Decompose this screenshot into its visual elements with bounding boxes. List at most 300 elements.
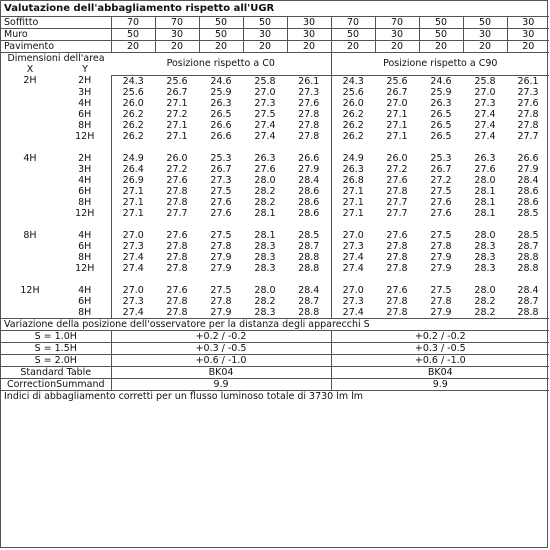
variation-distance: S = 1.5H [1, 342, 111, 354]
ugr-value-c0: 28.8 [287, 307, 331, 319]
spacer [111, 274, 331, 285]
ugr-value-c0: 27.7 [166, 207, 188, 219]
ugr-value-c0: 27.1 [166, 97, 188, 109]
reflectance-value: 70 [375, 17, 419, 29]
ugr-value-c0: 27.4 [254, 119, 276, 131]
room-x-value [1, 175, 59, 186]
ugr-value-c90: 27.3 [342, 240, 364, 252]
ugr-value-c90: 27.6 [430, 196, 452, 208]
ugr-data-row [1, 164, 549, 175]
ugr-data-row [1, 197, 549, 208]
reflectance-value: 50 [243, 17, 287, 29]
ugr-value-c90: 28.8 [517, 251, 539, 263]
reflectance-label: Muro [1, 29, 111, 41]
ugr-value-c90: 27.8 [386, 251, 408, 263]
ugr-value-c0: 26.3 [210, 97, 232, 109]
room-x-value [1, 186, 59, 197]
ugr-value-c90: 25.9 [430, 86, 452, 98]
reflectance-value: 20 [463, 41, 507, 53]
ugr-value-c0: 27.1 [122, 185, 144, 197]
standard-table-c0: BK04 [111, 366, 331, 378]
ugr-value-c0: 27.9 [210, 262, 232, 274]
ugr-value-c90: 28.0 [474, 174, 496, 186]
reflectance-value: 30 [463, 29, 507, 41]
ugr-value-c0: 24.9 [122, 152, 144, 164]
room-x-value [1, 164, 59, 175]
ugr-value-c0: 25.3 [210, 152, 232, 164]
group-spacer-row [1, 274, 549, 285]
ugr-value-c90: 27.1 [386, 108, 408, 120]
ugr-value-c0: 27.8 [210, 295, 232, 307]
variation-distance: S = 1.0H [1, 330, 111, 342]
room-x-value [1, 131, 59, 142]
ugr-value-c0: 28.1 [254, 229, 276, 241]
ugr-value-c0: 26.7 [210, 163, 232, 175]
ugr-value-c0: 27.9 [210, 306, 232, 318]
room-y-value: 4H [59, 98, 111, 109]
variation-header: Variazione della posizione dell'osservatore per la distanza degli apparecchi S [1, 318, 549, 330]
room-y-value: 8H [59, 307, 111, 319]
ugr-data-row [1, 131, 549, 142]
ugr-value-c90: 27.2 [386, 163, 408, 175]
ugr-value-c90: 27.5 [430, 284, 452, 296]
ugr-data-row [1, 252, 549, 263]
ugr-value-c90: 28.6 [517, 196, 539, 208]
ugr-value-c0: 27.4 [122, 251, 144, 263]
ugr-value-c0: 28.6 [287, 186, 331, 197]
room-y-value: 12H [59, 208, 111, 219]
ugr-value-c90: 28.8 [517, 262, 539, 274]
ugr-value-c90: 28.0 [474, 284, 496, 296]
reflectance-value: 30 [375, 29, 419, 41]
ugr-value-c90: 24.6 [430, 75, 452, 87]
ugr-value-c0: 26.5 [210, 108, 232, 120]
ugr-value-c0: 27.0 [254, 86, 276, 98]
reflectance-value: 50 [111, 29, 155, 41]
ugr-value-c90: 25.6 [386, 75, 408, 87]
room-y-value: 2H [59, 153, 111, 164]
ugr-value-c0: 27.1 [122, 196, 144, 208]
ugr-value-c90: 27.8 [386, 295, 408, 307]
ugr-value-c90: 28.3 [474, 240, 496, 252]
room-x-value [1, 241, 59, 252]
ugr-value-c90: 28.5 [517, 229, 539, 241]
ugr-value-c0: 27.0 [122, 229, 144, 241]
footnote-row [1, 390, 549, 402]
ugr-value-c0: 26.3 [254, 152, 276, 164]
ugr-value-c0: 27.5 [254, 108, 276, 120]
group-spacer-row [1, 219, 549, 230]
room-y-value: 6H [59, 296, 111, 307]
reflectance-value: 30 [287, 17, 331, 29]
ugr-data-row [1, 120, 549, 131]
ugr-value-c90: 27.8 [386, 240, 408, 252]
ugr-value-c0: 27.8 [210, 240, 232, 252]
ugr-value-c0: 28.3 [254, 262, 276, 274]
ugr-value-c90: 27.7 [386, 207, 408, 219]
room-x-value [1, 263, 59, 274]
ugr-value-c90: 27.4 [474, 108, 496, 120]
ugr-value-c0: 26.1 [287, 75, 331, 87]
room-x-value [1, 98, 59, 109]
ugr-value-c0: 27.3 [122, 240, 144, 252]
ugr-value-c0: 27.3 [254, 97, 276, 109]
ugr-value-c90: 27.6 [474, 163, 496, 175]
ugr-value-c90: 27.7 [517, 130, 539, 142]
room-y-value: 4H [59, 175, 111, 186]
variation-c90: +0.2 / -0.2 [331, 330, 549, 342]
variation-c0: +0.2 / -0.2 [111, 330, 331, 342]
standard-table-row [1, 366, 549, 378]
ugr-value-c90: 28.4 [517, 284, 539, 296]
reflectance-value: 30 [507, 17, 549, 29]
ugr-value-c90: 27.9 [430, 262, 452, 274]
spacer [1, 219, 59, 230]
room-dimension-header-row [1, 53, 549, 65]
ugr-value-c90: 27.5 [430, 185, 452, 197]
ugr-value-c0: 28.3 [254, 306, 276, 318]
reflectance-value: 50 [419, 17, 463, 29]
ugr-value-c90: 26.1 [517, 75, 539, 87]
ugr-value-c0: 27.5 [210, 185, 232, 197]
ugr-value-c0: 27.3 [210, 174, 232, 186]
ugr-value-c90: 26.2 [342, 119, 364, 131]
reflectance-value: 50 [419, 29, 463, 41]
room-y-value: 6H [59, 186, 111, 197]
ugr-value-c0: 27.1 [122, 207, 144, 219]
ugr-value-c90: 27.8 [517, 119, 539, 131]
ugr-value-c0: 28.2 [254, 295, 276, 307]
ugr-value-c0: 27.8 [287, 131, 331, 142]
reflectance-row [1, 41, 549, 53]
ugr-value-c90: 27.8 [386, 185, 408, 197]
variation-row [1, 342, 549, 354]
ugr-value-c0: 27.6 [166, 174, 188, 186]
ugr-value-c90: 27.4 [342, 306, 364, 318]
ugr-value-c0: 24.3 [122, 75, 144, 87]
ugr-data-row [1, 75, 549, 87]
room-x-value [1, 120, 59, 131]
ugr-value-c0: 25.6 [166, 75, 188, 87]
ugr-value-c0: 27.3 [122, 295, 144, 307]
ugr-data-row [1, 285, 549, 296]
variation-header-row [1, 318, 549, 330]
spacer [111, 219, 331, 230]
ugr-value-c90: 27.1 [386, 130, 408, 142]
ugr-value-c90: 27.0 [386, 97, 408, 109]
ugr-value-c0: 25.6 [122, 86, 144, 98]
reflectance-value: 20 [111, 41, 155, 53]
ugr-value-c90: 27.9 [430, 251, 452, 263]
room-x-value [1, 307, 59, 319]
ugr-value-c0: 27.6 [210, 196, 232, 208]
ugr-data-row [1, 241, 549, 252]
ugr-value-c90: 27.6 [386, 284, 408, 296]
spacer [331, 219, 549, 230]
spacer [59, 219, 111, 230]
ugr-value-c0: 28.4 [287, 285, 331, 296]
ugr-value-c90: 24.3 [342, 75, 364, 87]
ugr-value-c90: 26.5 [430, 119, 452, 131]
spacer [1, 274, 59, 285]
reflectance-value: 50 [199, 29, 243, 41]
ugr-data-row [1, 153, 549, 164]
ugr-value-c90: 27.1 [386, 119, 408, 131]
correction-summand-row [1, 378, 549, 390]
room-y-value: 12H [59, 131, 111, 142]
ugr-value-c0: 26.2 [122, 119, 144, 131]
ugr-value-c90: 28.5 [517, 207, 539, 219]
ugr-value-c0: 28.0 [254, 174, 276, 186]
ugr-value-c90: 28.3 [474, 262, 496, 274]
reflectance-value: 30 [287, 29, 331, 41]
ugr-value-c0: 26.0 [122, 97, 144, 109]
ugr-table [1, 1, 549, 402]
ugr-value-c90: 27.0 [342, 229, 364, 241]
ugr-value-c90: 27.1 [342, 185, 364, 197]
ugr-value-c0: 27.6 [166, 229, 188, 241]
room-y-value: 6H [59, 241, 111, 252]
ugr-data-row [1, 98, 549, 109]
ugr-value-c0: 28.0 [254, 284, 276, 296]
reflectance-value: 20 [243, 41, 287, 53]
ugr-value-c0: 28.6 [287, 208, 331, 219]
ugr-value-c0: 28.8 [287, 263, 331, 274]
ugr-value-c90: 28.1 [474, 207, 496, 219]
ugr-value-c90: 26.5 [430, 130, 452, 142]
ugr-value-c90: 27.0 [342, 284, 364, 296]
ugr-value-c0: 27.9 [287, 164, 331, 175]
x-axis-label: X [26, 64, 34, 75]
room-y-value: 4H [59, 230, 111, 241]
ugr-value-c0: 26.6 [287, 153, 331, 164]
variation-row [1, 330, 549, 342]
reflectance-value: 70 [111, 17, 155, 29]
ugr-value-c90: 28.8 [517, 306, 539, 318]
room-y-value: 8H [59, 252, 111, 263]
ugr-value-c0: 27.8 [287, 120, 331, 131]
spacer [331, 142, 549, 153]
ugr-value-c90: 25.6 [342, 86, 364, 98]
ugr-value-c0: 28.3 [254, 240, 276, 252]
reflectance-value: 50 [199, 17, 243, 29]
reflectance-value: 30 [507, 29, 549, 41]
ugr-data-row [1, 307, 549, 319]
ugr-value-c90: 26.5 [430, 108, 452, 120]
ugr-value-c90: 28.7 [517, 240, 539, 252]
room-x-value [1, 208, 59, 219]
table-title: Valutazione dell'abbagliamento rispetto all'UGR [1, 1, 549, 17]
ugr-value-c90: 28.1 [474, 196, 496, 208]
ugr-value-c90: 27.1 [342, 207, 364, 219]
ugr-value-c0: 27.8 [166, 262, 188, 274]
ugr-value-c0: 27.6 [254, 163, 276, 175]
ugr-value-c90: 28.6 [517, 185, 539, 197]
ugr-value-c90: 27.0 [474, 86, 496, 98]
ugr-value-c0: 28.5 [287, 230, 331, 241]
reflectance-value: 70 [331, 17, 375, 29]
room-x-value [1, 87, 59, 98]
ugr-value-c90: 27.2 [430, 174, 452, 186]
ugr-value-c0: 26.2 [122, 130, 144, 142]
reflectance-row [1, 29, 549, 41]
ugr-value-c0: 28.7 [287, 241, 331, 252]
variation-c0: +0.3 / -0.5 [111, 342, 331, 354]
room-y-value: 3H [59, 87, 111, 98]
ugr-value-c0: 27.9 [210, 251, 232, 263]
ugr-value-c90: 26.7 [430, 163, 452, 175]
spacer [59, 274, 111, 285]
reflectance-label: Soffitto [1, 17, 111, 29]
ugr-value-c90: 24.9 [342, 152, 364, 164]
reflectance-value: 70 [155, 17, 199, 29]
ugr-value-c90: 27.8 [430, 295, 452, 307]
ugr-value-c0: 28.4 [287, 175, 331, 186]
ugr-value-c90: 27.9 [517, 163, 539, 175]
room-x-value [1, 252, 59, 263]
ugr-value-c90: 27.3 [342, 295, 364, 307]
c90-position-header: Posizione rispetto a C90 [331, 53, 549, 76]
ugr-value-c0: 27.8 [166, 240, 188, 252]
ugr-value-c0: 27.6 [166, 284, 188, 296]
ugr-value-c0: 27.8 [166, 306, 188, 318]
ugr-value-c90: 26.6 [517, 152, 539, 164]
ugr-value-c0: 26.2 [122, 108, 144, 120]
ugr-value-c90: 25.8 [474, 75, 496, 87]
ugr-value-c90: 28.7 [517, 295, 539, 307]
ugr-value-c90: 26.3 [342, 163, 364, 175]
ugr-value-c0: 27.6 [287, 98, 331, 109]
c0-position-header: Posizione rispetto a C0 [111, 53, 331, 76]
ugr-value-c90: 26.7 [386, 86, 408, 98]
correction-summand-label: CorrectionSummand [1, 378, 111, 390]
ugr-value-c0: 26.6 [210, 119, 232, 131]
group-spacer-row [1, 142, 549, 153]
ugr-value-c90: 26.3 [430, 97, 452, 109]
ugr-data-row [1, 296, 549, 307]
reflectance-value: 20 [155, 41, 199, 53]
spacer [59, 142, 111, 153]
reflectance-value: 20 [287, 41, 331, 53]
ugr-value-c90: 26.8 [342, 174, 364, 186]
reflectance-value: 20 [331, 41, 375, 53]
ugr-value-c0: 27.4 [122, 262, 144, 274]
ugr-value-c90: 26.0 [386, 152, 408, 164]
ugr-value-c90: 28.4 [517, 174, 539, 186]
ugr-value-c0: 26.0 [166, 152, 188, 164]
ugr-value-c0: 24.6 [210, 75, 232, 87]
room-x-value [1, 296, 59, 307]
ugr-value-c0: 27.1 [166, 119, 188, 131]
spacer [1, 142, 59, 153]
correction-summand-c90: 9.9 [331, 378, 549, 390]
variation-row [1, 354, 549, 366]
ugr-value-c90: 27.8 [386, 262, 408, 274]
ugr-value-c90: 27.5 [430, 229, 452, 241]
ugr-value-c0: 26.9 [122, 174, 144, 186]
ugr-value-c0: 27.2 [166, 108, 188, 120]
ugr-value-c90: 28.0 [474, 229, 496, 241]
ugr-data-row [1, 230, 549, 241]
reflectance-row [1, 17, 549, 29]
room-x-value: 4H [23, 152, 37, 164]
ugr-value-c90: 27.6 [517, 97, 539, 109]
room-y-value: 3H [59, 164, 111, 175]
variation-c90: +0.6 / -1.0 [331, 354, 549, 366]
ugr-value-c0: 28.7 [287, 296, 331, 307]
ugr-value-c90: 28.1 [474, 185, 496, 197]
variation-c0: +0.6 / -1.0 [111, 354, 331, 366]
ugr-value-c90: 27.3 [474, 97, 496, 109]
ugr-value-c90: 27.4 [474, 130, 496, 142]
ugr-value-c90: 27.8 [430, 240, 452, 252]
reflectance-value: 20 [199, 41, 243, 53]
reflectance-value: 30 [155, 29, 199, 41]
ugr-value-c90: 27.4 [342, 262, 364, 274]
ugr-value-c0: 27.5 [210, 229, 232, 241]
ugr-value-c90: 27.6 [430, 207, 452, 219]
ugr-value-c90: 26.2 [342, 108, 364, 120]
ugr-value-c90: 26.3 [474, 152, 496, 164]
ugr-value-c0: 27.5 [210, 284, 232, 296]
ugr-value-c0: 27.3 [287, 87, 331, 98]
variation-distance: S = 2.0H [1, 354, 111, 366]
reflectance-value: 30 [243, 29, 287, 41]
ugr-value-c0: 27.8 [166, 196, 188, 208]
ugr-value-c0: 26.7 [166, 86, 188, 98]
ugr-value-c0: 25.9 [210, 86, 232, 98]
standard-table-label: Standard Table [1, 366, 111, 378]
ugr-value-c0: 27.4 [122, 306, 144, 318]
ugr-value-c90: 28.2 [474, 295, 496, 307]
reflectance-value: 20 [507, 41, 549, 53]
ugr-value-c90: 28.3 [474, 251, 496, 263]
ugr-value-c0: 27.8 [166, 185, 188, 197]
ugr-value-c90: 26.0 [342, 97, 364, 109]
ugr-value-c0: 28.2 [254, 185, 276, 197]
ugr-value-c90: 27.6 [386, 229, 408, 241]
ugr-value-c0: 27.8 [166, 295, 188, 307]
ugr-value-c0: 25.8 [254, 75, 276, 87]
standard-table-c90: BK04 [331, 366, 549, 378]
ugr-value-c90: 27.9 [430, 306, 452, 318]
ugr-value-c0: 27.8 [287, 109, 331, 120]
reflectance-value: 50 [331, 29, 375, 41]
room-x-value [1, 109, 59, 120]
ugr-value-c0: 27.1 [166, 130, 188, 142]
ugr-data-row [1, 175, 549, 186]
ugr-value-c0: 27.8 [166, 251, 188, 263]
ugr-value-c90: 27.8 [517, 108, 539, 120]
ugr-data-row [1, 109, 549, 120]
room-y-value: 4H [59, 285, 111, 296]
ugr-value-c0: 27.2 [166, 163, 188, 175]
ugr-data-row [1, 263, 549, 274]
ugr-value-c0: 28.6 [287, 197, 331, 208]
title-row [1, 1, 549, 17]
ugr-value-c90: 25.3 [430, 152, 452, 164]
ugr-value-c90: 27.4 [342, 251, 364, 263]
ugr-value-c90: 27.1 [342, 196, 364, 208]
ugr-value-c0: 28.1 [254, 207, 276, 219]
ugr-value-c0: 27.6 [210, 207, 232, 219]
spacer [111, 142, 331, 153]
ugr-value-c0: 26.4 [122, 163, 144, 175]
room-y-value: 8H [59, 120, 111, 131]
reflectance-label: Pavimento [1, 41, 111, 53]
ugr-value-c90: 27.4 [474, 119, 496, 131]
room-y-value: 6H [59, 109, 111, 120]
